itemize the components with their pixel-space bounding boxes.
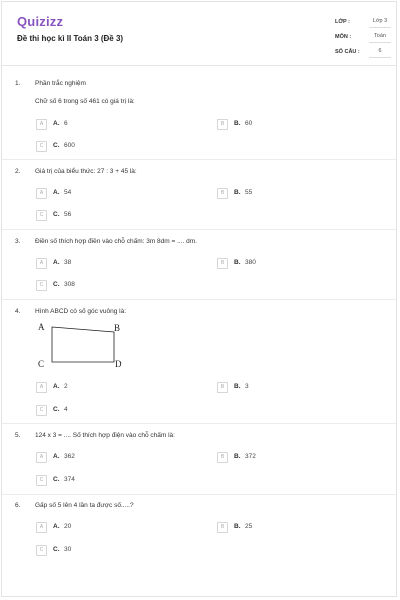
option-text: 380 [245,259,256,266]
option-checkbox[interactable]: B [217,522,228,533]
vertex-label-c: C [38,359,45,369]
option-letter: C. [53,546,60,553]
question-text: Hình ABCD có số góc vuông là: [35,308,127,315]
option-checkbox[interactable]: B [217,452,228,463]
vertex-label-a: A [38,322,45,332]
meta-subject-label: MÔN : [335,34,352,40]
option-checkbox[interactable]: C [36,545,47,556]
option-letter: C. [53,142,60,149]
question-number: 2. [15,168,21,175]
question-number: 5. [15,432,21,439]
option-text: 54 [64,189,72,196]
option-text: 25 [245,523,253,530]
option-letter: B. [234,259,241,266]
meta-question-count [335,46,395,60]
option-checkbox[interactable]: A [36,188,47,199]
option-text: 372 [245,453,256,460]
question-divider [2,229,396,230]
option-checkbox[interactable]: B [217,382,228,393]
question-text: 124 x 3 = .... Số thích hợp điện vào chỗ chấm là: [35,432,175,439]
option-letter: B. [234,383,241,390]
option-checkbox[interactable]: A [36,522,47,533]
meta-class-label: LỚP : [335,19,350,25]
option-letter: C. [53,281,60,288]
question-number: 6. [15,502,21,509]
question-text: Giá trị của biểu thức: 27 : 3 + 45 là: [35,168,137,175]
question-number: 3. [15,238,21,245]
option-text: 38 [64,259,72,266]
option-text: 4 [64,406,68,413]
option-letter: A. [53,383,60,390]
meta-class [335,16,395,30]
worksheet-page [1,1,397,597]
worksheet-header [2,2,396,66]
question-divider [2,159,396,160]
option-checkbox[interactable]: C [36,141,47,152]
option-letter: B. [234,453,241,460]
option-text: 3 [245,383,249,390]
question-number: 1. [15,80,21,87]
option-text: 20 [64,523,72,530]
option-letter: B. [234,189,241,196]
vertex-label-b: B [114,323,121,333]
question-number: 4. [15,308,21,315]
question-text: Phần trắc nghiệm [35,80,86,87]
meta-subject [335,31,395,45]
question-divider [2,299,396,300]
option-letter: B. [234,523,241,530]
option-letter: C. [53,211,60,218]
option-letter: A. [53,120,60,127]
question-text: Điền số thích hợp điền vào chỗ chấm: 3m 8dm = .... dm. [35,238,197,245]
option-checkbox[interactable]: A [36,452,47,463]
option-text: 56 [64,211,72,218]
option-checkbox[interactable]: C [36,280,47,291]
option-checkbox[interactable]: B [217,188,228,199]
meta-question-count-value: 6 [369,46,391,58]
option-text: 55 [245,189,253,196]
meta-subject-value: Toán [369,31,391,43]
vertex-label-d: D [115,359,122,369]
option-checkbox[interactable]: A [36,382,47,393]
option-checkbox[interactable]: C [36,405,47,416]
option-checkbox[interactable]: A [36,258,47,269]
option-text: 362 [64,453,75,460]
option-checkbox[interactable]: A [36,119,47,130]
option-letter: C. [53,406,60,413]
option-checkbox[interactable]: C [36,475,47,486]
question-divider [2,494,396,495]
option-text: 60 [245,120,253,127]
quadrilateral-abcd-figure [36,322,136,374]
option-letter: A. [53,259,60,266]
option-text: 6 [64,120,68,127]
option-letter: A. [53,453,60,460]
option-letter: A. [53,523,60,530]
question-divider [2,423,396,424]
question-text: Gấp số 5 lên 4 lần ta được số.....? [35,502,134,509]
meta-class-value: Lớp 3 [369,16,391,28]
meta-question-count-label: SỐ CÂU : [335,49,360,55]
option-text: 2 [64,383,68,390]
option-letter: A. [53,189,60,196]
option-text: 374 [64,476,75,483]
option-checkbox[interactable]: B [217,119,228,130]
question-subtext: Chữ số 6 trong số 461 có giá trị là: [35,98,135,105]
option-checkbox[interactable]: B [217,258,228,269]
option-text: 308 [64,281,75,288]
option-text: 600 [64,142,75,149]
option-checkbox[interactable]: C [36,210,47,221]
option-letter: C. [53,476,60,483]
option-letter: B. [234,120,241,127]
option-text: 30 [64,546,72,553]
quizizz-logo: Quizizz [17,14,64,29]
worksheet-title: Đề thi học kì II Toán 3 (Đề 3) [17,34,124,43]
